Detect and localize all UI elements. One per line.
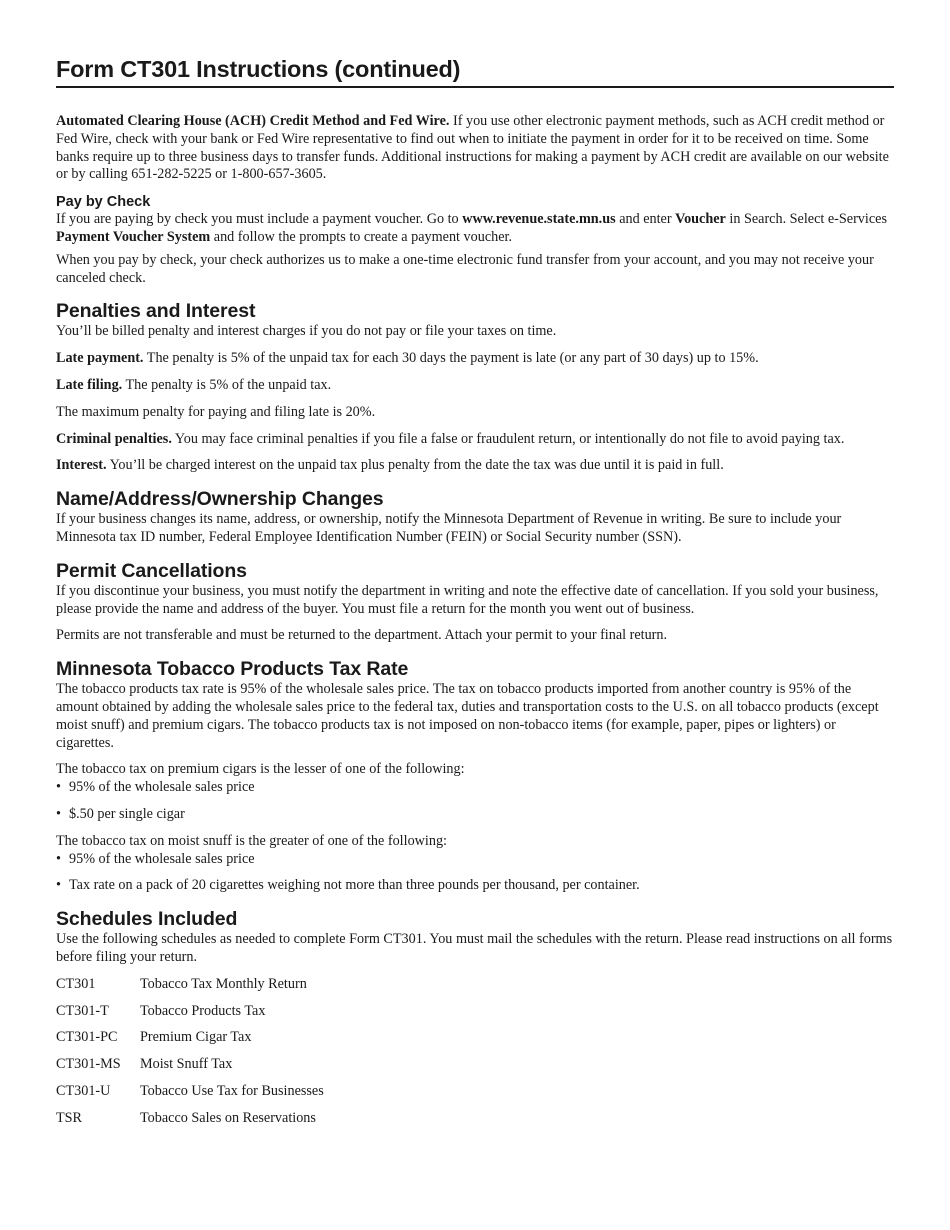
permit-cancellations-heading: Permit Cancellations — [56, 559, 247, 582]
name-changes-paragraph: If your business changes its name, address, or ownership, notify the Minnesota Department of Revenue in writing. Be sure to include your Minnesota tax ID number, Federal Employee Identification Number (FEIN) or Social Security number (SSN). — [56, 511, 842, 545]
schedule-name: Moist Snuff Tax — [140, 1056, 233, 1073]
late-payment-text: The penalty is 5% of the unpaid tax for each 30 days the payment is late (or any part of 30 days) up to 15%. — [143, 350, 759, 367]
permit-paragraph-1: If you discontinue your business, you must notify the department in writing and note the effective date of cancellation. If you sold your business, please provide the name and address of the buyer. You must file a return for the month you went out of business. — [56, 582, 879, 617]
payment-voucher-system: Payment Voucher System — [56, 228, 211, 245]
schedule-code: CT301-MS — [56, 1056, 121, 1073]
schedules-intro: Use the following schedules as needed to complete Form CT301. You must mail the schedules with the return. Please read instructions on all forms before filing your return. — [56, 931, 893, 965]
interest-text: You’ll be charged interest on the unpaid tax plus penalty from the date the tax was due until it is paid in full. — [106, 457, 724, 474]
revenue-website-link[interactable]: www.revenue.state.mn.us — [462, 211, 616, 228]
moist-snuff-intro: The tobacco tax on moist snuff is the greater of one of the following: — [56, 832, 447, 849]
schedule-name: Tobacco Tax Monthly Return — [140, 975, 307, 992]
list-item-text: Tax rate on a pack of 20 cigarettes weighing not more than three pounds per thousand, per container. — [69, 877, 640, 894]
ach-heading: Automated Clearing House (ACH) Credit Method and Fed Wire. — [56, 113, 450, 129]
interest-paragraph — [56, 457, 894, 475]
late-filing-text: The penalty is 5% of the unpaid tax. — [122, 376, 332, 393]
criminal-penalties-text: You may face criminal penalties if you file a false or fraudulent return, or intentionally do not file to avoid paying tax. — [171, 430, 845, 447]
schedule-row — [56, 1003, 894, 1021]
schedule-code: CT301 — [56, 975, 96, 992]
pay-by-check-paragraph-1 — [56, 211, 894, 247]
bullet-icon: • — [56, 779, 61, 796]
schedule-code: CT301-U — [56, 1082, 111, 1099]
voucher-keyword: Voucher — [675, 211, 726, 228]
schedule-row — [56, 1110, 894, 1128]
schedule-row — [56, 1029, 894, 1047]
permit-paragraph-2: Permits are not transferable and must be returned to the department. Attach your permit to your final return. — [56, 627, 668, 644]
document-page — [56, 52, 894, 1127]
name-changes-heading: Name/Address/Ownership Changes — [56, 488, 384, 511]
list-item — [56, 779, 894, 797]
ach-text: If you use other electronic payment methods, such as ACH credit method or Fed Wire, check with your bank or Fed Wire representative to find out when to initiate the payment in order for it to be received on time. Some banks require up to three business days to transfer funds. Additional instructions for making a payment by ACH credit are available on our website or by calling 651-282-5225 or 1-800-657-3605. — [56, 113, 889, 183]
schedule-name: Tobacco Products Tax — [140, 1002, 266, 1019]
schedule-code: CT301-T — [56, 1002, 109, 1019]
schedule-row — [56, 1083, 894, 1101]
criminal-penalties-label: Criminal penalties. — [56, 430, 172, 447]
premium-cigars-intro: The tobacco tax on premium cigars is the lesser of one of the following: — [56, 761, 465, 778]
ach-paragraph — [56, 113, 894, 184]
penalties-heading: Penalties and Interest — [56, 300, 256, 323]
schedule-name: Tobacco Use Tax for Businesses — [140, 1082, 324, 1099]
penalties-intro: You’ll be billed penalty and interest charges if you do not pay or file your taxes on time. — [56, 323, 557, 340]
bullet-icon: • — [56, 805, 61, 822]
late-filing-paragraph — [56, 377, 894, 395]
page-title: Form CT301 Instructions (continued) — [56, 52, 894, 88]
pay-by-check-paragraph-2: When you pay by check, your check authorizes us to make a one-time electronic fund transfer from your account, and you may not receive your canceled check. — [56, 251, 874, 286]
late-payment-paragraph — [56, 350, 894, 368]
criminal-penalties-paragraph — [56, 431, 894, 449]
tax-rate-paragraph: The tobacco products tax rate is 95% of the wholesale sales price. The tax on tobacco products imported from another country is 95% of the amount obtained by adding the wholesale sales price to the federal tax, duties and transportation costs to the U.S. on all tobacco products (except moist snuff) and premium cigars. The tobacco products tax is not imposed on non-tobacco items (for example, paper, pipes or lighters) or cigarettes. — [56, 681, 879, 751]
list-item — [56, 877, 894, 895]
interest-label: Interest. — [56, 457, 107, 474]
schedule-row — [56, 1056, 894, 1074]
schedules-heading: Schedules Included — [56, 908, 238, 931]
pay-by-check-text-a: If you are paying by check you must include a payment voucher. Go to — [56, 211, 463, 228]
pay-by-check-text-d: and follow the prompts to create a payment voucher. — [210, 228, 513, 245]
bullet-icon: • — [56, 877, 61, 894]
schedule-row — [56, 976, 894, 994]
schedule-name: Tobacco Sales on Reservations — [140, 1109, 316, 1126]
list-item — [56, 851, 894, 869]
pay-by-check-heading: Pay by Check — [56, 194, 151, 211]
late-payment-label: Late payment. — [56, 350, 144, 367]
list-item — [56, 806, 894, 824]
bullet-icon: • — [56, 850, 61, 867]
schedule-name: Premium Cigar Tax — [140, 1029, 252, 1046]
schedule-code: TSR — [56, 1109, 83, 1126]
list-item-text: 95% of the wholesale sales price — [69, 779, 255, 796]
schedule-code: CT301-PC — [56, 1029, 118, 1046]
list-item-text: $.50 per single cigar — [69, 805, 185, 822]
late-filing-label: Late filing. — [56, 376, 123, 393]
list-item-text: 95% of the wholesale sales price — [69, 850, 255, 867]
pay-by-check-text-c: in Search. Select e-Services — [725, 211, 887, 228]
pay-by-check-text-b: and enter — [615, 211, 676, 228]
max-penalty-paragraph: The maximum penalty for paying and filing late is 20%. — [56, 403, 376, 420]
tax-rate-heading: Minnesota Tobacco Products Tax Rate — [56, 658, 409, 681]
